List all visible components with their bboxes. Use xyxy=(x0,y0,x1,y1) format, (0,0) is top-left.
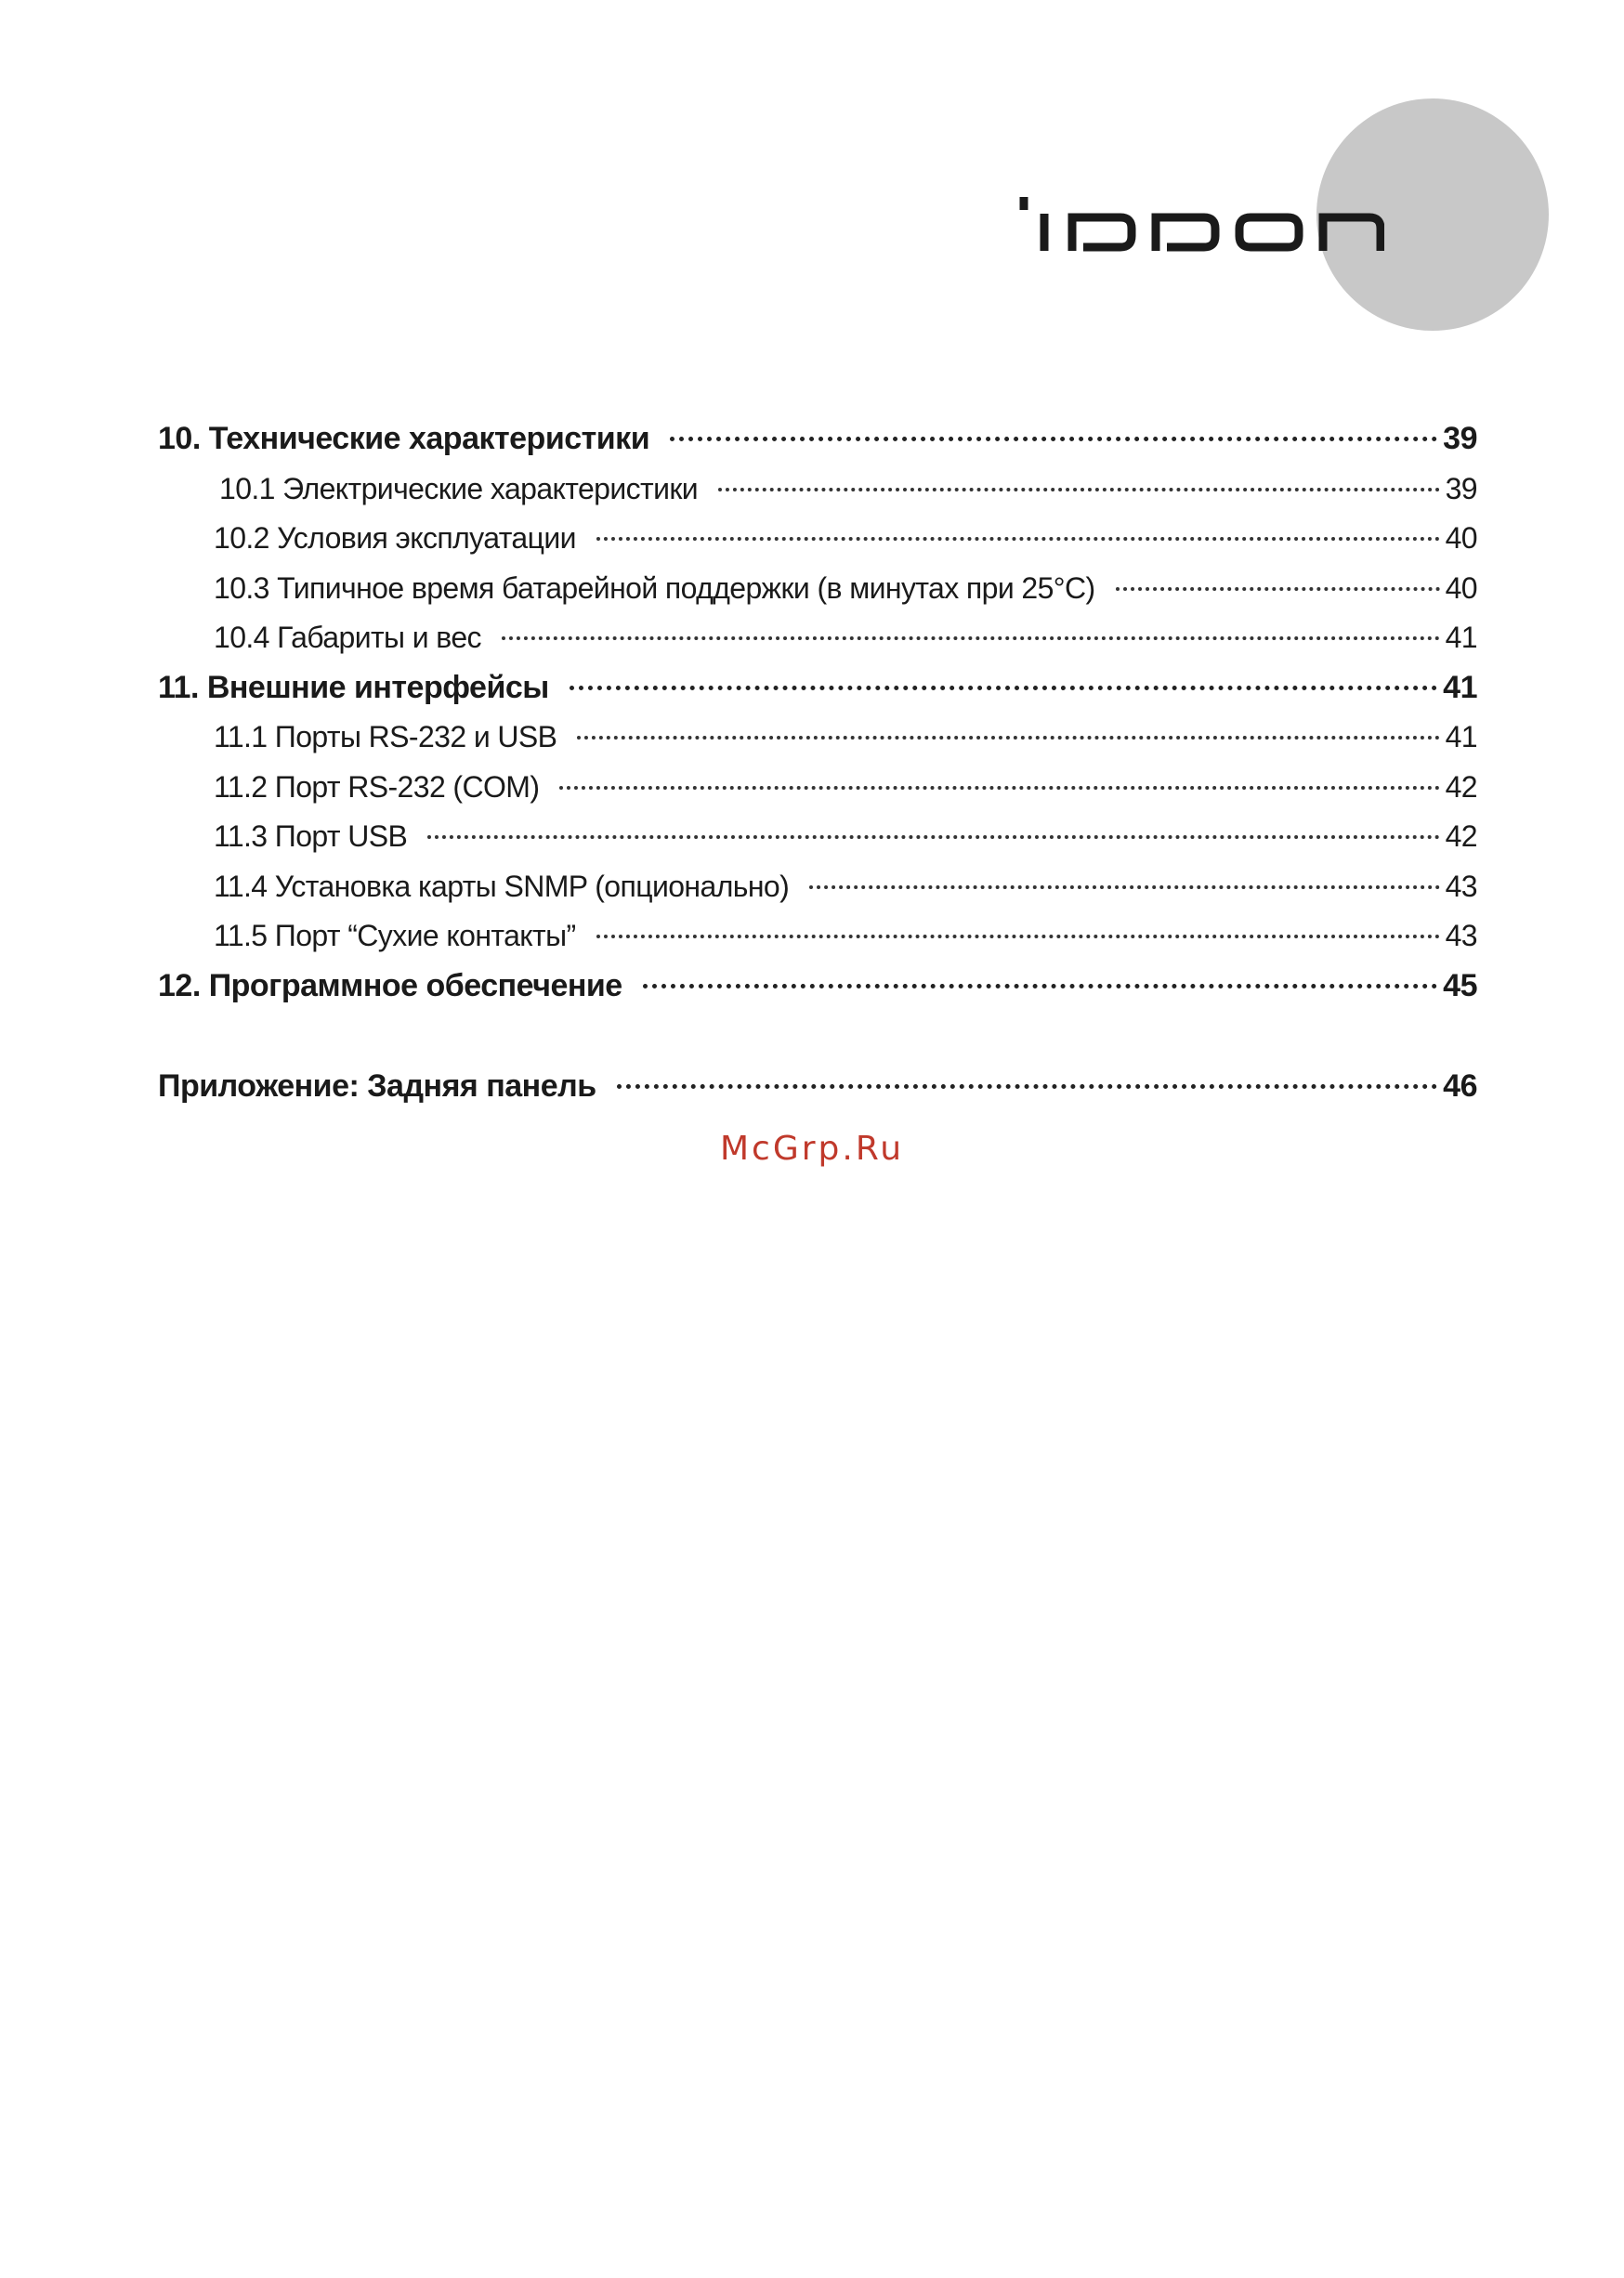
toc-entry-page: 42 xyxy=(1445,769,1477,804)
toc-entry[interactable] xyxy=(158,414,1477,465)
toc-entry-page: 45 xyxy=(1443,967,1477,1003)
toc-entry[interactable] xyxy=(158,862,1477,912)
toc-entry-title: 11.5 Порт “Сухие контакты” xyxy=(214,919,576,952)
table-of-contents xyxy=(158,414,1477,1112)
toc-entry-page: 41 xyxy=(1445,621,1477,654)
toc-entry-page: 42 xyxy=(1445,819,1477,853)
toc-entry-page: 40 xyxy=(1445,570,1477,605)
toc-entry-page: 43 xyxy=(1445,869,1477,903)
ippon-logo xyxy=(1011,195,1384,253)
toc-entry-title: 11.4 Установка карты SNMP (опционально) xyxy=(214,869,790,903)
dot-leader xyxy=(1116,587,1440,591)
toc-entry[interactable] xyxy=(158,763,1477,813)
toc-entry-page: 41 xyxy=(1445,720,1477,753)
toc-entry[interactable] xyxy=(158,962,1477,1012)
dot-leader xyxy=(502,636,1440,640)
dot-leader xyxy=(596,537,1440,541)
dot-leader xyxy=(577,736,1439,740)
dot-leader xyxy=(427,835,1439,839)
toc-entry-appendix[interactable] xyxy=(158,1062,1477,1112)
toc-entry-page: 39 xyxy=(1445,471,1477,505)
toc-entry-title: 10. Технические характеристики xyxy=(158,421,650,456)
dot-leader xyxy=(617,1084,1438,1089)
toc-entry-title: 10.3 Типичное время батарейной поддержки (в минутах при 25°C) xyxy=(214,570,1095,605)
toc-entry-title: 11.1 Порты RS-232 и USB xyxy=(214,720,557,753)
dot-leader xyxy=(718,488,1440,491)
toc-entry-page: 43 xyxy=(1445,919,1477,952)
toc-entry[interactable] xyxy=(158,465,1477,515)
toc-entry-title: 10.1 Электрические характеристики xyxy=(219,471,699,505)
dot-leader xyxy=(570,686,1437,690)
toc-entry-page: 40 xyxy=(1445,521,1477,555)
toc-entry-page: 41 xyxy=(1443,669,1477,705)
dot-leader xyxy=(559,786,1439,790)
toc-entry-title: 10.2 Условия эксплуатации xyxy=(214,521,576,555)
dot-leader xyxy=(670,437,1437,441)
toc-entry-title: 10.4 Габариты и вес xyxy=(214,621,481,654)
toc-entry-title: 11.3 Порт USB xyxy=(214,819,408,853)
toc-entry-page: 39 xyxy=(1443,421,1477,456)
toc-entry-title: 12. Программное обеспечение xyxy=(158,967,622,1003)
toc-entry[interactable] xyxy=(158,514,1477,564)
toc-entry-page: 46 xyxy=(1443,1068,1477,1104)
toc-entry[interactable] xyxy=(158,911,1477,962)
toc-entry-title: Приложение: Задняя панель xyxy=(158,1068,596,1104)
toc-entry[interactable] xyxy=(158,663,1477,714)
toc-entry[interactable] xyxy=(158,812,1477,862)
dot-leader xyxy=(809,885,1439,889)
dot-leader xyxy=(643,984,1437,988)
dot-leader xyxy=(596,935,1440,938)
toc-entry-title: 11. Внешние интерфейсы xyxy=(158,669,549,705)
toc-entry-title: 11.2 Порт RS-232 (COM) xyxy=(214,769,540,804)
toc-entry[interactable] xyxy=(158,713,1477,763)
watermark-text: McGrp.Ru xyxy=(719,1130,905,1168)
toc-entry[interactable] xyxy=(158,613,1477,663)
toc-spacer xyxy=(158,1011,1477,1062)
toc-entry[interactable] xyxy=(158,564,1477,614)
